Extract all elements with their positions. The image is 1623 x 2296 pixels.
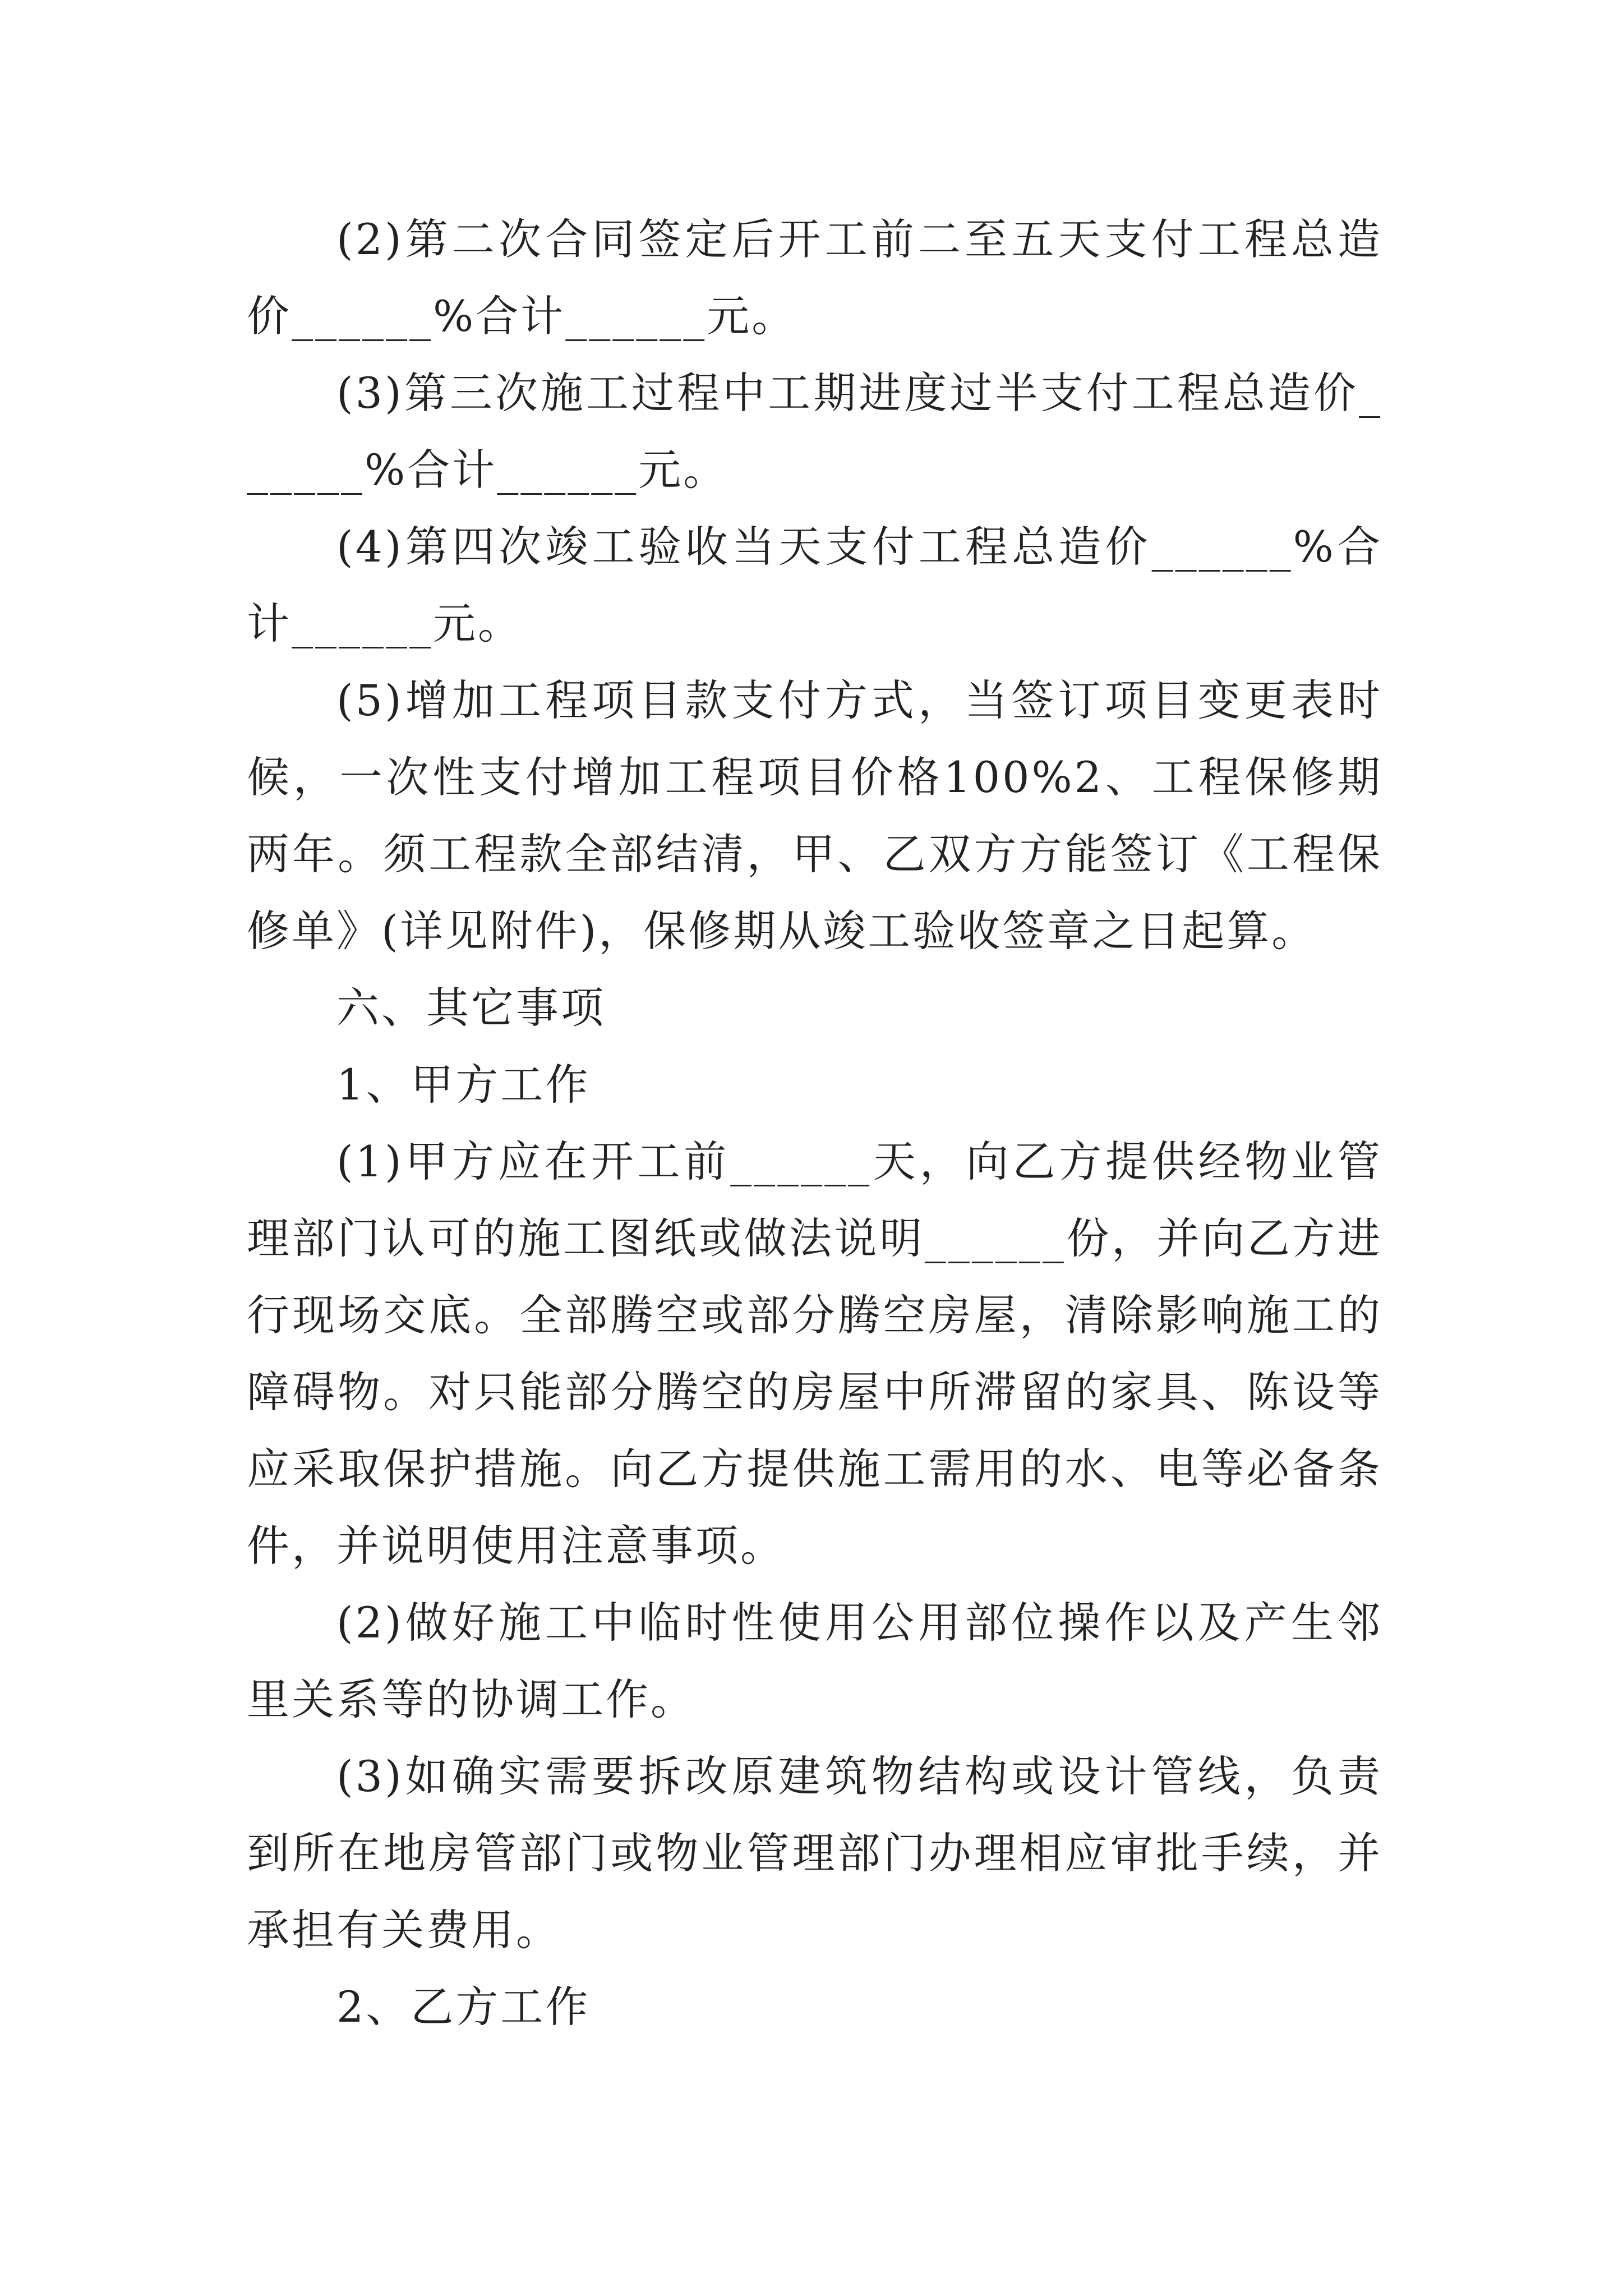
payment-clause-5: (5)增加工程项目款支付方式，当签订项目变更表时候，一次性支付增加工程项目价格100%2、工程保修期两年。须工程款全部结清，甲、乙双方方能签订《工程保修单》(详见附件)，保修期从竣工验收签章之日起算。 — [247, 675, 1382, 956]
party-a-clause-3: (3)如确实需要拆改原建筑物结构或设计管线，负责到所在地房管部门或物业管理部门办理相应审批手续，并承担有关费用。 — [247, 1751, 1382, 1955]
section-heading-other-matters: 六、其它事项 — [336, 983, 606, 1033]
party-a-clause-2: (2)做好施工中临时性使用公用部位操作以及产生邻里关系等的协调工作。 — [247, 1598, 1382, 1724]
party-a-work-heading: 1、甲方工作 — [336, 1060, 591, 1110]
payment-clause-4: (4)第四次竣工验收当天支付工程总造价______%合计______元。 — [247, 522, 1382, 648]
payment-clause-2: (2)第二次合同签定后开工前二至五天支付工程总造价______%合计______元。 — [247, 214, 1382, 341]
party-b-work-heading: 2、乙方工作 — [336, 1982, 591, 2032]
payment-clause-3: (3)第三次施工过程中工期进度过半支付工程总造价______%合计______元。 — [247, 368, 1382, 495]
party-a-clause-1: (1)甲方应在开工前______天，向乙方提供经物业管理部门认可的施工图纸或做法说明______份，并向乙方进行现场交底。全部腾空或部分腾空房屋，清除影响施工的障碍物。对只能部分腾空的房屋中所滞留的家具、陈设等应采取保护措施。向乙方提供施工需用的水、电等必备条件，并说明使用注意事项。 — [247, 1137, 1382, 1571]
document-body — [247, 201, 1382, 2045]
